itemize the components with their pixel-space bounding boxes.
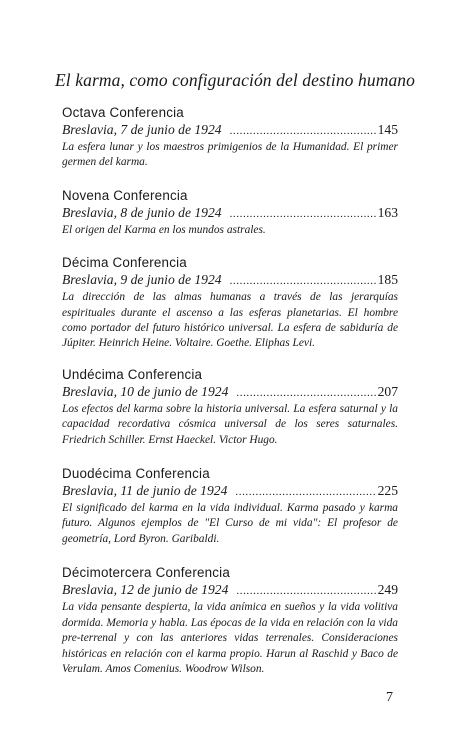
lecture-date: Breslavia, 8 de junio de 1924 bbox=[62, 204, 222, 220]
lecture-title: Duodécima Conferencia bbox=[62, 466, 210, 482]
lecture-title: Octava Conferencia bbox=[62, 105, 184, 120]
page-number: 7 bbox=[386, 690, 393, 705]
lecture-description: El origen del Karma en los mundos astrales. bbox=[62, 223, 266, 236]
lecture-description: La esfera lunar y los maestros primigenios de la Humanidad. El primer germen del karma. bbox=[62, 141, 398, 169]
lecture-title: Décima Conferencia bbox=[62, 255, 187, 271]
toc-entry-decima bbox=[62, 254, 398, 352]
lecture-date: Breslavia, 10 de junio de 1924 bbox=[62, 383, 229, 399]
lecture-title: Novena Conferencia bbox=[62, 187, 188, 203]
lecture-date-line bbox=[62, 204, 398, 223]
toc-entry-undecima bbox=[62, 366, 398, 448]
lecture-date: Breslavia, 11 de junio de 1924 bbox=[62, 483, 228, 499]
dot-leader bbox=[230, 273, 377, 290]
lecture-description: Los efectos del karma sobre la historia universal. La esfera saturnal y la capacidad recordativa cósmica universal de los seres saturnales. Friedrich Schiller. Ernst Haeckel. Victor Hugo. bbox=[62, 402, 398, 446]
dot-leader bbox=[236, 583, 376, 600]
lecture-date-line bbox=[62, 581, 398, 600]
lecture-date: Breslavia, 12 de junio de 1924 bbox=[62, 582, 229, 598]
dot-leader bbox=[230, 206, 377, 223]
toc-entry-novena bbox=[62, 187, 398, 238]
dot-leader bbox=[236, 385, 376, 402]
lecture-page-number: 163 bbox=[377, 204, 398, 220]
lecture-date-line bbox=[62, 482, 398, 501]
lecture-description: El significado del karma en la vida individual. Karma pasado y karma futuro. Algunos ejemplos de "El Curso de mi vida": El profesor de geometría, Lord Byron. Garibaldi. bbox=[62, 502, 398, 545]
toc-entry-duodecima bbox=[62, 465, 398, 547]
section-title: El karma, como configuración del destino humano bbox=[55, 70, 415, 90]
toc-entry-decimotercera bbox=[62, 564, 398, 677]
dot-leader bbox=[230, 123, 377, 140]
lecture-page-number: 225 bbox=[377, 483, 398, 499]
dot-leader bbox=[235, 484, 376, 501]
lecture-page-number: 185 bbox=[377, 272, 398, 288]
toc-entry-octava bbox=[62, 104, 398, 171]
lecture-date-line bbox=[62, 121, 398, 140]
lecture-title: Undécima Conferencia bbox=[62, 366, 203, 382]
lecture-title: Décimotercera Conferencia bbox=[62, 565, 230, 581]
lecture-date: Breslavia, 9 de junio de 1924 bbox=[62, 272, 222, 288]
lecture-description: La dirección de las almas humanas a través de las jerarquías espirituales durante el ascenso a las esferas planetarias. El hombre como portador del futuro histórico universal. La esfera de sabiduría de Júpiter. Heinrich Heine. Voltaire. Goethe. Eliphas Levi. bbox=[62, 291, 398, 350]
lecture-page-number: 207 bbox=[377, 383, 398, 399]
lecture-date: Breslavia, 7 de junio de 1924 bbox=[62, 122, 222, 137]
table-of-contents bbox=[62, 104, 398, 695]
lecture-page-number: 145 bbox=[377, 122, 398, 137]
lecture-date-line bbox=[62, 383, 398, 402]
lecture-page-number: 249 bbox=[377, 582, 398, 598]
lecture-description: La vida pensante despierta, la vida anímica en sueños y la vida volitiva dormida. Memoria y habla. Las épocas de la vida en relación con la vida pre-terrenal y con las anteriores vidas terrenales. Consideraciones históricas en relación con el karma propio. Harun al Raschid y Baco de Verulam. Amos Comenius. Woodrow Wilson. bbox=[62, 601, 398, 675]
lecture-date-line bbox=[62, 271, 398, 290]
